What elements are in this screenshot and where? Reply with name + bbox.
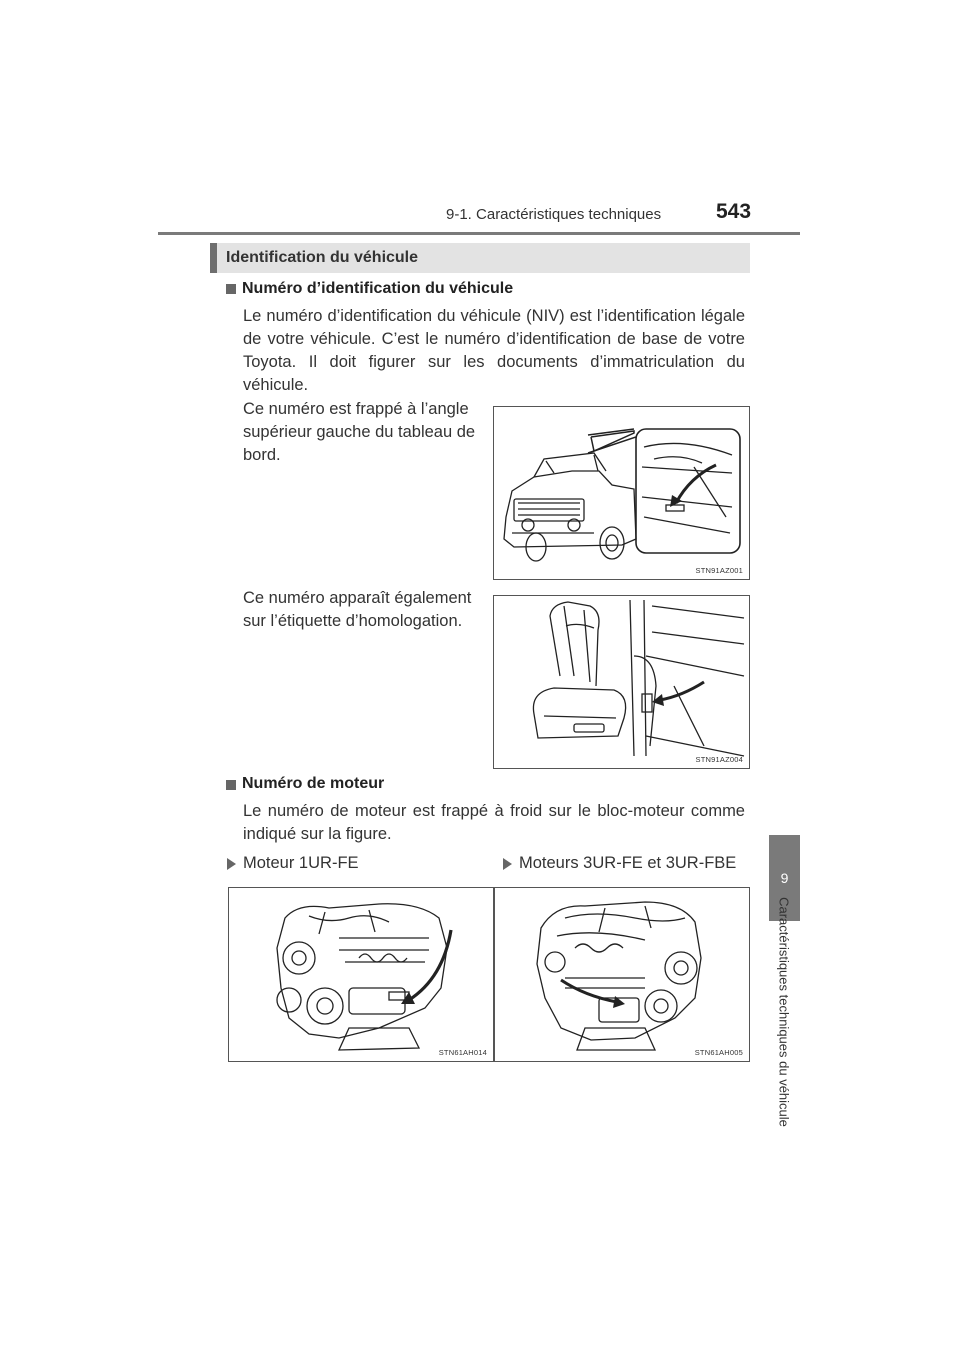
vin-location-1-line: bord. [243, 446, 281, 464]
figure-vin-dashboard [493, 406, 750, 580]
vin-location-2 [243, 587, 483, 633]
figure-code: STN61AH014 [438, 1048, 487, 1057]
figure-engine-1ur [228, 887, 494, 1062]
header-section-title: 9-1. Caractéristiques techniques [446, 206, 662, 223]
page-number: 543 [716, 200, 752, 223]
vin-location-1 [243, 398, 483, 467]
section-bar-accent [210, 243, 217, 273]
arrow-bullet-icon [227, 858, 236, 870]
engine-2-label: Moteurs 3UR-FE et 3UR-FBE [519, 854, 737, 872]
engine-heading: Numéro de moteur [242, 775, 385, 792]
seat-pillar-illustration [494, 596, 751, 770]
vin-location-1-line: supérieur gauche du tableau de [243, 423, 476, 441]
figure-code: STN91AZ001 [695, 566, 743, 575]
chapter-tab-label: Caractéristiques techniques du véhicule [776, 897, 792, 1127]
figure-engine-3ur [494, 887, 750, 1062]
engine-1-label: Moteur 1UR-FE [243, 854, 359, 872]
figure-vin-label [493, 595, 750, 769]
vin-location-2-line: Ce numéro apparaît également [243, 589, 472, 607]
engine-3ur-illustration [495, 888, 751, 1063]
chapter-tab-number: 9 [780, 870, 789, 886]
engine-paragraph: Le numéro de moteur est frappé à froid sur le bloc-moteur comme indiqué sur la figure. [243, 802, 745, 843]
arrow-bullet-icon [503, 858, 512, 870]
square-bullet-icon [226, 284, 236, 294]
engine-1ur-illustration [229, 888, 495, 1063]
truck-dashboard-illustration [494, 407, 751, 581]
square-bullet-icon [226, 780, 236, 790]
section-title: Identification du véhicule [226, 249, 419, 266]
vin-location-1-line: Ce numéro est frappé à l’angle [243, 400, 469, 418]
vin-paragraph: Le numéro d’identification du véhicule (NIV) est l’identification légale de votre véhicule. C’est le numéro d’identification de base de votre Toyota. Il doit figurer sur les documents d’immatriculation du véhicule. [243, 307, 745, 394]
figure-code: STN91AZ004 [695, 755, 743, 764]
vin-location-2-line: sur l’étiquette d’homologation. [243, 612, 463, 630]
vin-heading: Numéro d’identification du véhicule [242, 280, 514, 297]
figure-code: STN61AH005 [694, 1048, 743, 1057]
header-rule [158, 232, 800, 235]
